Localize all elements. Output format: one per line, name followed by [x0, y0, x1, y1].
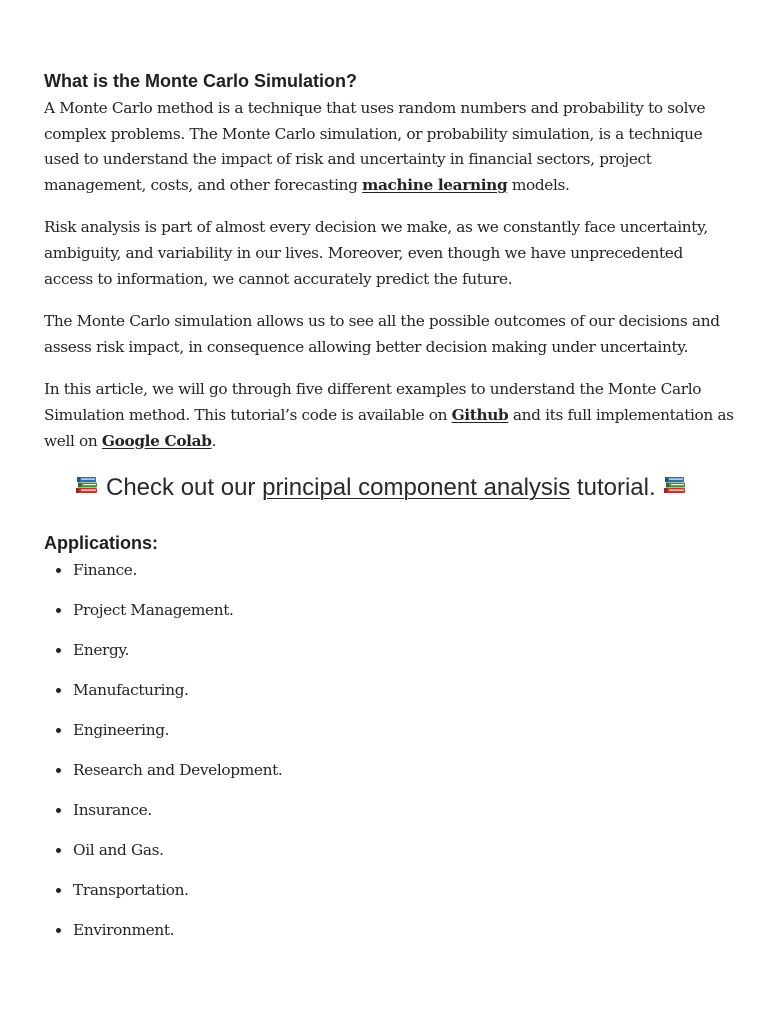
- list-item: Environment.: [73, 918, 734, 943]
- pca-tutorial-link[interactable]: principal component analysis: [262, 474, 571, 502]
- list-item: Oil and Gas.: [73, 838, 734, 863]
- books-icon: [662, 472, 688, 496]
- paragraph-intro: A Monte Carlo method is a technique that uses random numbers and probability to solve complex problems. The Monte Carlo simulation, or probability simulation, is a technique used to understand the impact of risk and uncertainty in financial sectors, project management, costs, and other forecasting machine learning models.: [44, 99, 706, 194]
- list-item: Finance.: [73, 558, 734, 583]
- list-item: Engineering.: [73, 718, 734, 743]
- google-colab-link[interactable]: Google Colab: [101, 431, 212, 450]
- applications-heading: Applications:: [44, 533, 159, 554]
- books-icon: [74, 472, 100, 496]
- applications-list: [44, 558, 734, 943]
- paragraph-outcomes: The Monte Carlo simulation allows us to see all the possible outcomes of our decisions and assess risk impact, in consequence allowing better decision making under uncertainty.: [44, 312, 720, 356]
- paragraph-risk: Risk analysis is part of almost every decision we make, as we constantly face uncertainty, ambiguity, and variability in our lives. Moreover, even though we have unprecedented access to information, we cannot accurately predict the future.: [44, 218, 708, 288]
- list-item: Transportation.: [73, 878, 734, 903]
- list-item: Energy.: [73, 638, 734, 663]
- paragraph-article: In this article, we will go through five different examples to understand the Monte Carlo Simulation method. This tutorial’s code is available on Github and its full implementation as well on Google Colab.: [44, 380, 734, 450]
- tutorial-callout: [44, 471, 734, 505]
- list-item: Insurance.: [73, 798, 734, 823]
- section-title: What is the Monte Carlo Simulation?: [44, 71, 358, 91]
- article: [44, 68, 734, 958]
- machine-learning-link[interactable]: machine learning: [362, 175, 508, 194]
- list-item: Project Management.: [73, 598, 734, 623]
- callout-text: Check out our principal component analysis tutorial.: [106, 474, 656, 502]
- list-item: Manufacturing.: [73, 678, 734, 703]
- list-item: Research and Development.: [73, 758, 734, 783]
- github-link[interactable]: Github: [451, 405, 509, 424]
